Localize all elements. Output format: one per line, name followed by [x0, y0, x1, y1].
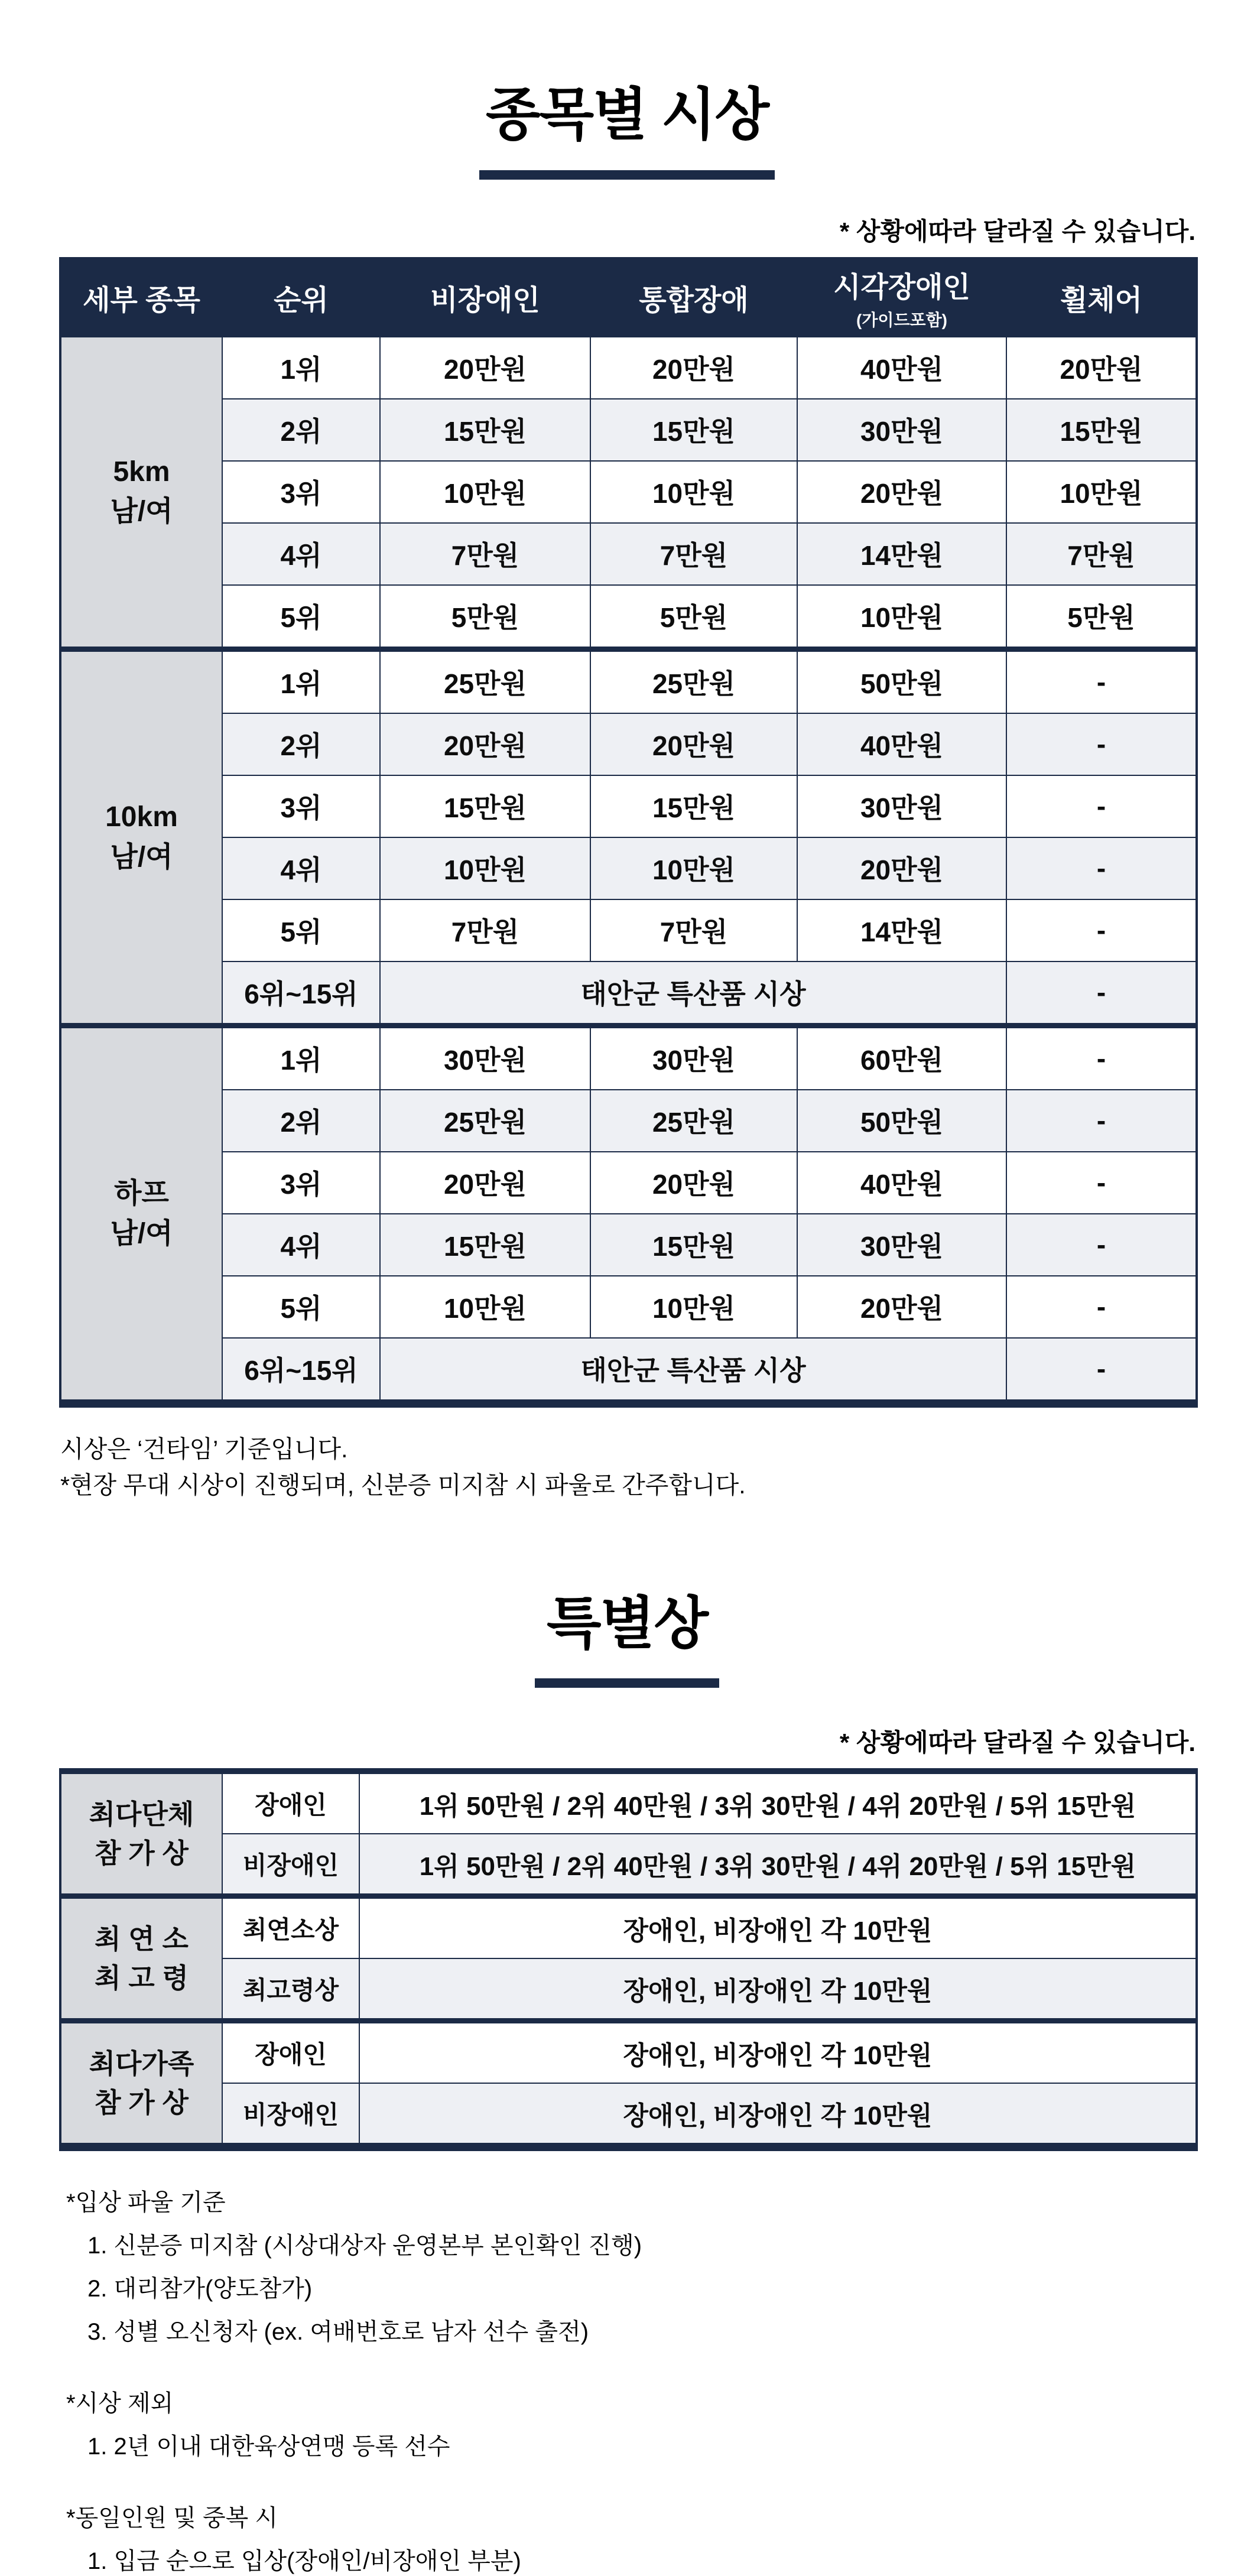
footnote-line: *현장 무대 시상이 진행되며, 신분증 미지참 시 파울로 간주합니다. [60, 1471, 746, 1499]
prize-cell: 10만원 [380, 461, 590, 523]
prize-cell: 10만원 [380, 837, 590, 899]
prize-cell: 30만원 [797, 399, 1006, 461]
merged-prize-cell: 태안군 특산품 시상 [380, 1338, 1006, 1404]
table-row [60, 337, 1197, 399]
prize-cell: 20만원 [380, 1152, 590, 1214]
rank-cell: 2위 [222, 1090, 380, 1152]
prize-cell: 7만원 [380, 899, 590, 961]
rank-cell: 3위 [222, 461, 380, 523]
prize-cell: - [1006, 1338, 1197, 1404]
category-cell: 최고령상 [222, 1958, 359, 2021]
header-wheelchair: 휠체어 [1006, 258, 1197, 337]
event-cell-10km [60, 649, 222, 1025]
table-row [60, 2083, 1197, 2147]
section2-note: * 상황에따라 달라질 수 있습니다. [839, 1729, 1195, 1757]
table-row [60, 461, 1197, 523]
group-label-line1: 최다단체 [89, 1798, 194, 1830]
rank-cell: 6위~15위 [222, 1338, 380, 1404]
header-visually-impaired [797, 258, 1006, 337]
prize-cell: 7만원 [590, 899, 797, 961]
note-group-foul [66, 2184, 1254, 2347]
group-label-line2: 참 가 상 [95, 1838, 189, 1869]
header-row [60, 258, 1197, 337]
event-awards-table [59, 257, 1198, 1408]
category-cell: 비장애인 [222, 2083, 359, 2147]
special-awards-table [59, 1768, 1198, 2151]
category-cell: 최연소상 [222, 1896, 359, 1959]
table-row [60, 1834, 1197, 1896]
event-gender: 남/여 [110, 841, 173, 873]
bottom-notes [66, 2184, 1254, 2576]
prize-cell: 20만원 [797, 461, 1006, 523]
rank-cell: 3위 [222, 775, 380, 837]
section1-footnotes [60, 1431, 1254, 1504]
event-gender: 남/여 [110, 1217, 173, 1249]
rank-cell: 1위 [222, 649, 380, 713]
rank-cell: 6위~15위 [222, 961, 380, 1026]
table-row [60, 1214, 1197, 1276]
prize-cell: - [1006, 899, 1197, 961]
section1-title-block [0, 0, 1254, 180]
value-cell: 1위 50만원 / 2위 40만원 / 3위 30만원 / 4위 20만원 / 5위 15만원 [359, 1771, 1197, 1834]
header-visually-impaired-main: 시각장애인 [833, 272, 970, 304]
section2-title-block [0, 1504, 1254, 1688]
prize-cell: 20만원 [380, 337, 590, 399]
prize-cell: 15만원 [380, 399, 590, 461]
special-group-label [60, 1896, 222, 2021]
prize-cell: 10만원 [590, 837, 797, 899]
prize-cell: 60만원 [797, 1025, 1006, 1090]
prize-cell: 7만원 [1006, 523, 1197, 585]
rank-cell: 1위 [222, 337, 380, 399]
prize-cell: 15만원 [590, 775, 797, 837]
prize-cell: 5만원 [1006, 585, 1197, 649]
prize-cell: - [1006, 837, 1197, 899]
header-event: 세부 종목 [60, 258, 222, 337]
table-row [60, 2021, 1197, 2084]
group-label-line1: 최다가족 [89, 2048, 194, 2079]
prize-cell: 20만원 [590, 1152, 797, 1214]
event-name: 10km [105, 801, 178, 833]
prize-cell: 5만원 [380, 585, 590, 649]
prize-cell: 30만원 [797, 1214, 1006, 1276]
table-row [60, 523, 1197, 585]
prize-cell: 20만원 [590, 713, 797, 775]
merged-prize-cell: 태안군 특산품 시상 [380, 961, 1006, 1026]
note-item: 3. 성별 오신청자 (ex. 여배번호로 남자 선수 출전) [87, 2319, 589, 2346]
prize-cell: 15만원 [590, 399, 797, 461]
prize-cell: 25만원 [590, 649, 797, 713]
header-integrated: 통합장애 [590, 258, 797, 337]
prize-cell: 5만원 [590, 585, 797, 649]
rank-cell: 2위 [222, 399, 380, 461]
table-header [60, 258, 1197, 337]
prize-cell: - [1006, 1025, 1197, 1090]
prize-cell: 40만원 [797, 713, 1006, 775]
table-row [60, 399, 1197, 461]
prize-cell: 10만원 [380, 1276, 590, 1338]
note-title: *시상 제외 [66, 2390, 174, 2417]
category-cell: 장애인 [222, 1771, 359, 1834]
event-gender: 남/여 [110, 496, 173, 528]
event-cell-5km [60, 337, 222, 649]
prize-cell: 20만원 [590, 337, 797, 399]
prize-cell: 10만원 [797, 585, 1006, 649]
title-underline [479, 170, 775, 180]
section1-note: * 상황에따라 달라질 수 있습니다. [839, 217, 1195, 245]
group-label-line2: 참 가 상 [95, 2087, 189, 2119]
prize-cell: 14만원 [797, 899, 1006, 961]
note-group-exclusion [66, 2385, 1254, 2461]
prize-cell: - [1006, 1152, 1197, 1214]
group-label-line2: 최 고 령 [95, 1963, 189, 1994]
prize-cell: - [1006, 713, 1197, 775]
section2-title: 특별상 [546, 1591, 708, 1655]
prize-cell: - [1006, 961, 1197, 1026]
table-row [60, 1958, 1197, 2021]
note-item: 2. 대리참가(양도참가) [87, 2276, 313, 2302]
table-row [60, 1025, 1197, 1090]
prize-cell: 30만원 [797, 775, 1006, 837]
rank-cell: 4위 [222, 1214, 380, 1276]
prize-cell: 10만원 [590, 461, 797, 523]
value-cell: 장애인, 비장애인 각 10만원 [359, 2021, 1197, 2084]
prize-cell: 40만원 [797, 337, 1006, 399]
table-row [60, 1771, 1197, 1834]
table-row [60, 649, 1197, 713]
prize-cell: 25만원 [380, 649, 590, 713]
rank-cell: 2위 [222, 713, 380, 775]
prize-cell: 7만원 [380, 523, 590, 585]
prize-cell: 14만원 [797, 523, 1006, 585]
prize-cell: 25만원 [590, 1090, 797, 1152]
header-nondisabled: 비장애인 [380, 258, 590, 337]
value-cell: 장애인, 비장애인 각 10만원 [359, 1958, 1197, 2021]
prize-cell: 15만원 [1006, 399, 1197, 461]
prize-cell: 7만원 [590, 523, 797, 585]
prize-cell: - [1006, 649, 1197, 713]
value-cell: 장애인, 비장애인 각 10만원 [359, 2083, 1197, 2147]
section1-title: 종목별 시상 [485, 83, 769, 147]
header-rank: 순위 [222, 258, 380, 337]
table-row [60, 1276, 1197, 1338]
prize-cell: 50만원 [797, 649, 1006, 713]
header-visually-impaired-sub: (가이드포함) [856, 311, 947, 330]
rank-cell: 5위 [222, 585, 380, 649]
table-row [60, 585, 1197, 649]
note-title: *입상 파울 기준 [66, 2190, 226, 2216]
table-row [60, 899, 1197, 961]
title-underline [535, 1678, 719, 1688]
prize-cell: 10만원 [590, 1276, 797, 1338]
prize-cell: - [1006, 1276, 1197, 1338]
rank-cell: 1위 [222, 1025, 380, 1090]
prize-cell: 15만원 [590, 1214, 797, 1276]
rank-cell: 4위 [222, 837, 380, 899]
table-row [60, 1152, 1197, 1214]
note-title: *동일인원 및 중복 시 [66, 2505, 278, 2532]
rank-cell: 3위 [222, 1152, 380, 1214]
note-item: 1. 2년 이내 대한육상연맹 등록 선수 [87, 2434, 450, 2460]
group-label-line1: 최 연 소 [95, 1923, 189, 1954]
table-row-special [60, 961, 1197, 1026]
prize-cell: - [1006, 775, 1197, 837]
category-cell: 장애인 [222, 2021, 359, 2084]
prize-cell: - [1006, 1214, 1197, 1276]
note-item: 1. 입금 순으로 입상(장애인/비장애인 부분) [87, 2548, 521, 2575]
event-name: 하프 [114, 1178, 169, 1210]
prize-cell: 30만원 [590, 1025, 797, 1090]
prize-cell: 15만원 [380, 1214, 590, 1276]
rank-cell: 4위 [222, 523, 380, 585]
note-group-duplicate [66, 2499, 1254, 2576]
event-name: 5km [113, 456, 170, 488]
special-group-label [60, 1771, 222, 1896]
prize-cell: 20만원 [797, 837, 1006, 899]
note-item: 1. 신분증 미지참 (시상대상자 운영본부 본인확인 진행) [87, 2233, 642, 2259]
prize-cell: 10만원 [1006, 461, 1197, 523]
value-cell: 장애인, 비장애인 각 10만원 [359, 1896, 1197, 1959]
footnote-line: 시상은 ‘건타임’ 기준입니다. [60, 1435, 348, 1463]
prize-cell: 20만원 [797, 1276, 1006, 1338]
prize-cell: 30만원 [380, 1025, 590, 1090]
prize-cell: 50만원 [797, 1090, 1006, 1152]
value-cell: 1위 50만원 / 2위 40만원 / 3위 30만원 / 4위 20만원 / 5위 15만원 [359, 1834, 1197, 1896]
special-group-label [60, 2021, 222, 2148]
prize-cell: 40만원 [797, 1152, 1006, 1214]
prize-cell: 25만원 [380, 1090, 590, 1152]
rank-cell: 5위 [222, 1276, 380, 1338]
table-row [60, 1090, 1197, 1152]
category-cell: 비장애인 [222, 1834, 359, 1896]
table-row [60, 837, 1197, 899]
table-row [60, 1896, 1197, 1959]
table-row [60, 775, 1197, 837]
rank-cell: 5위 [222, 899, 380, 961]
prize-cell: 15만원 [380, 775, 590, 837]
prize-cell: 20만원 [1006, 337, 1197, 399]
table-row-special [60, 1338, 1197, 1404]
table-row [60, 713, 1197, 775]
prize-cell: 20만원 [380, 713, 590, 775]
prize-cell: - [1006, 1090, 1197, 1152]
event-cell-half [60, 1025, 222, 1404]
